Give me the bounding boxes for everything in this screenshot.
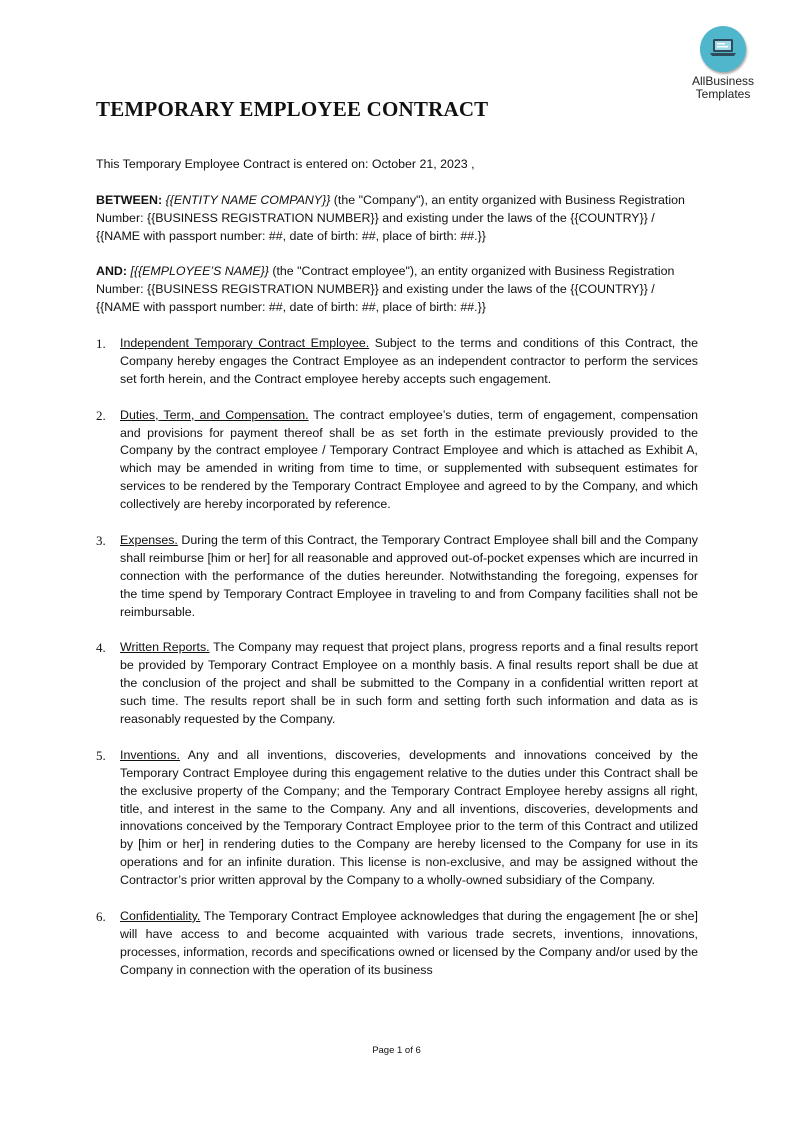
employee-name-placeholder: [{{EMPLOYEE’S NAME}} [130, 264, 269, 279]
intro-paragraph: This Temporary Employee Contract is entered on: October 21, 2023 , [96, 157, 475, 171]
document-body [96, 156, 698, 997]
clause-number: 5. [96, 747, 106, 763]
clause-text: The contract employee’s duties, term of engagement, compensation and provisions for payment thereof shall be as set forth in the estimate previously provided to the Company by the contract employee / Temporary Contract Employee and which is attached as Exhibit A, which may be amended in writing from time to time, or supplemented with subsequent estimates for services to be rendered by the Temporary Contract Employee and agreed to by the Company, and which collectively are hereby incorporated by reference. [120, 407, 698, 512]
clause-heading: Independent Temporary Contract Employee. [120, 336, 370, 351]
and-text: (the "Contract employee"), an entity organized with Business Registration Number: {{BUSINESS REGISTRATION NUMBER}} and existing under the laws of the {{COUNTRY}} / {{NAME with passport number: ##, date of birth: ##, place of birth: ##.}} [96, 264, 675, 315]
clause-heading: Written Reports. [120, 640, 210, 655]
and-paragraph [96, 263, 698, 317]
clause-text: Any and all inventions, discoveries, developments and innovations conceived by the Temporary Contract Employee during this engagement relative to the duties under this Contract shall be the exclusive property of the Company; and the Temporary Contract Employee hereby assigns all right, title, and interest in the same to the Company. Any and all inventions, discoveries, developments and innovations conceived by the Temporary Contract Employee prior to the term of this Contract and utilized by [him or her] in rendering duties to the Company are hereby licensed to the Company for use in its operations and for an infinite duration. This license is non-exclusive, and may be assigned without the Contractor’s prior written approval by the Company to a wholly-owned subsidiary of the Company. [120, 747, 698, 888]
clause-text: The Company may request that project plans, progress reports and a final results report be provided by Temporary Contract Employee on a monthly basis. A final results report shall be due at the conclusion of the project and shall be submitted to the Company in a confidential written report at such time. The results report shall be in such form and setting forth such information and data as is reasonably requested by the Company. [120, 640, 698, 726]
clause-inventions [96, 747, 698, 890]
clause-heading: Inventions. [120, 747, 180, 762]
clause-number: 2. [96, 407, 106, 423]
company-entity-placeholder: {{ENTITY NAME COMPANY}} [165, 192, 331, 207]
clause-written-reports [96, 639, 698, 729]
between-paragraph [96, 192, 698, 246]
logo-text-line1: AllBusiness [691, 74, 755, 88]
between-label: BETWEEN: [96, 192, 163, 207]
clause-confidentiality [96, 908, 698, 980]
clause-number: 6. [96, 908, 106, 924]
logo-text-line2: Templates [695, 87, 751, 101]
clause-duties-term-compensation [96, 407, 698, 514]
clause-number: 3. [96, 532, 106, 548]
clause-heading: Expenses. [120, 532, 178, 547]
clause-heading: Confidentiality. [120, 908, 201, 923]
clause-text: During the term of this Contract, the Temporary Contract Employee shall bill and the Company shall reimburse [him or her] for all reasonable and approved out-of-pocket expenses which are incurred in connection with the performance of the duties hereunder. Notwithstanding the foregoing, expenses for the time spend by Temporary Contract Employee in traveling to and from Company facilities shall not be reimbursable. [120, 532, 698, 619]
allbusiness-templates-logo [683, 24, 763, 101]
clause-number: 4. [96, 640, 106, 656]
laptop-icon [700, 26, 746, 72]
clause-text: Subject to the terms and conditions of this Contract, the Company hereby engages the Contract Employee as an independent contractor to perform the services set forth herein, and the Contract employee hereby accepts such engagement. [120, 336, 698, 386]
clause-expenses [96, 532, 698, 622]
document-title: TEMPORARY EMPLOYEE CONTRACT [96, 97, 489, 121]
between-text: (the "Company"), an entity organized with Business Registration Number: {{BUSINESS REGISTRATION NUMBER}} and existing under the laws of the {{COUNTRY}} / {{NAME with passport number: ##, date of birth: ##, place of birth: ##.}} [96, 192, 685, 243]
and-label: AND: [96, 264, 127, 279]
clause-number: 1. [96, 336, 106, 352]
clause-text: The Temporary Contract Employee acknowledges that during the engagement [he or she] will have access to and become acquainted with various trade secrets, inventions, innovations, processes, information, records and specifications owned or licensed by the Company and/or used by the Company in connection with the operation of its business [120, 908, 698, 977]
clause-independent-contract-employee [96, 335, 698, 389]
clause-heading: Duties, Term, and Compensation. [120, 407, 309, 422]
clause-list [96, 335, 698, 980]
page-number-footer: Page 1 of 6 [372, 1045, 421, 1056]
